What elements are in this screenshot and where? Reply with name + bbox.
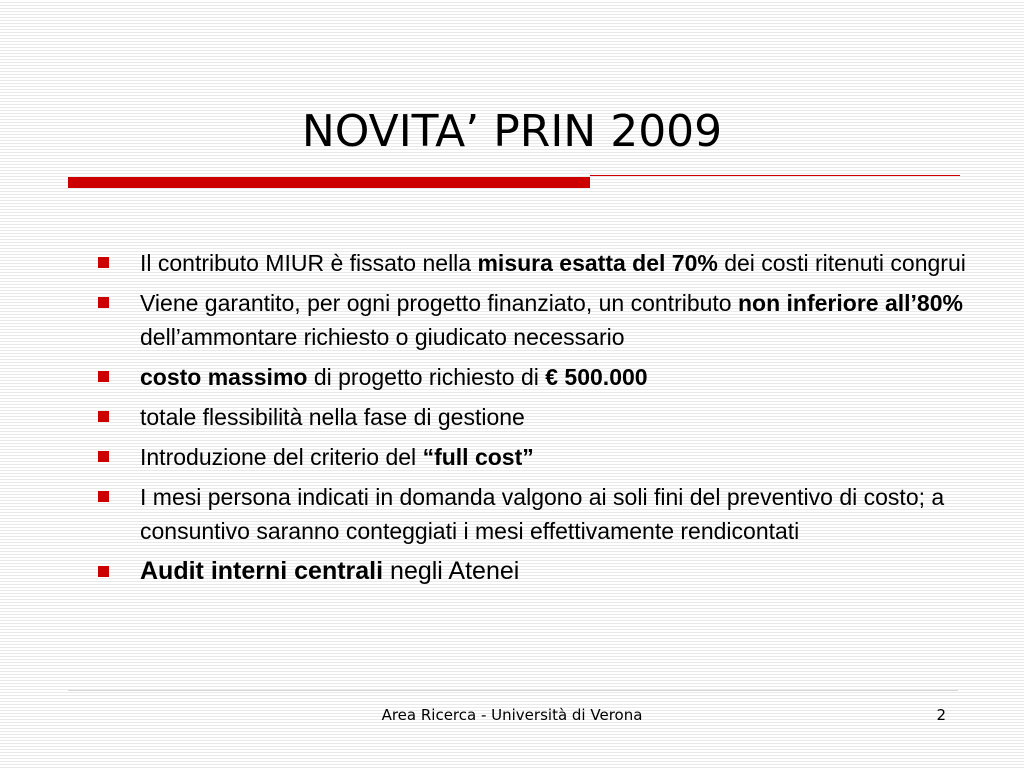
bullet-emphasis: “full cost” — [422, 444, 534, 470]
bullet-item-contributo-miur — [96, 246, 976, 280]
footer-text: Area Ricerca - Università di Verona — [381, 706, 643, 724]
red-square-bullet-icon — [98, 451, 109, 462]
bullet-item-costo-massimo — [96, 360, 976, 394]
bullet-emphasis: costo massimo — [140, 364, 308, 390]
red-square-bullet-icon — [98, 491, 109, 502]
bullet-text: negli Atenei — [383, 557, 520, 585]
bullet-item-flessibilita — [96, 400, 976, 434]
page-number: 2 — [936, 706, 946, 724]
bullet-text: Il contributo MIUR è fissato nella — [140, 250, 478, 276]
bullet-text: dell’ammontare richiesto o giudicato necessario — [140, 324, 625, 350]
bullet-emphasis: € 500.000 — [545, 364, 648, 390]
title-underline-thick — [68, 177, 590, 188]
bullet-text: Introduzione del criterio del — [140, 444, 423, 470]
bullet-item-full-cost — [96, 440, 976, 474]
bullet-text: totale flessibilità nella fase di gestione — [140, 404, 525, 430]
red-square-bullet-icon — [98, 297, 109, 308]
bullet-text: di progetto richiesto di — [307, 364, 546, 390]
bullet-emphasis: misura esatta del 70% — [477, 250, 718, 276]
title-underline-thin — [590, 175, 960, 176]
red-square-bullet-icon — [98, 371, 109, 382]
bullet-emphasis: Audit interni centrali — [140, 557, 384, 585]
red-square-bullet-icon — [98, 411, 109, 422]
bullet-text: dei costi ritenuti congrui — [717, 250, 966, 276]
bullet-item-mesi-persona — [96, 480, 976, 548]
bullet-item-audit-interni — [96, 554, 976, 588]
slide-title: NOVITA’ PRIN 2009 — [301, 106, 723, 157]
bullet-item-contributo-garantito — [96, 286, 976, 354]
bullet-emphasis: non inferiore all’80% — [738, 290, 963, 316]
bullet-text: I mesi persona indicati in domanda valgono ai soli fini del preventivo di costo; a consuntivo saranno conteggiati i mesi effettivamente rendicontati — [140, 484, 945, 544]
footer-divider — [68, 690, 958, 691]
red-square-bullet-icon — [98, 257, 109, 268]
red-square-bullet-icon — [98, 566, 109, 577]
bullet-text: Viene garantito, per ogni progetto finanziato, un contributo — [140, 290, 738, 316]
bullet-list — [96, 246, 976, 594]
